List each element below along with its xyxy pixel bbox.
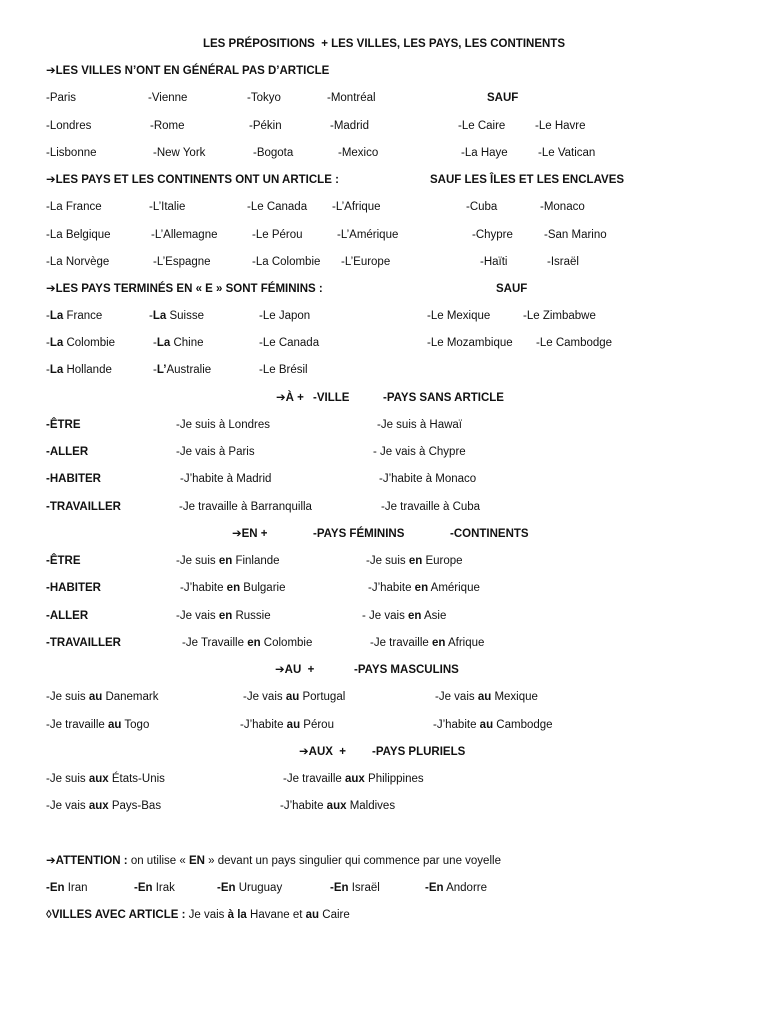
arrow-icon: ➔ — [276, 392, 286, 404]
example-sentence: - Je vais en Asie — [362, 610, 447, 622]
example-sentence: -Je vais aux Pays-Bas — [46, 800, 162, 812]
list-item: -La Norvège — [46, 256, 110, 268]
verb-label: -ÊTRE — [46, 555, 81, 567]
list-item: -La France — [46, 310, 103, 322]
heading-continents: -CONTINENTS — [450, 528, 529, 540]
heading-pays-feminins: -PAYS FÉMININS — [313, 528, 405, 540]
example-sentence: -Je travaille au Togo — [46, 719, 150, 731]
arrow-icon: ➔ — [232, 528, 242, 540]
example-sentence: -Je travaille à Barranquilla — [179, 501, 312, 513]
list-item: -Madrid — [330, 120, 369, 132]
exception-item: -Cuba — [466, 201, 498, 213]
arrow-icon: ➔ — [46, 283, 56, 295]
heading-pays-sans-article: -PAYS SANS ARTICLE — [383, 392, 504, 404]
exception-item: -Le Vatican — [538, 147, 596, 159]
example-sentence: -Je suis en Finlande — [176, 555, 280, 567]
example-sentence: -J’habite à Monaco — [379, 473, 477, 485]
example-sentence: -Je travaille à Cuba — [381, 501, 481, 513]
list-item: -La Hollande — [46, 364, 112, 376]
example-sentence: -Je suis en Europe — [366, 555, 463, 567]
heading-pays-pluriels: -PAYS PLURIELS — [372, 746, 466, 758]
verb-label: -HABITER — [46, 473, 101, 485]
section-heading-en: ➔EN + — [232, 528, 268, 540]
list-item: -La Chine — [153, 337, 204, 349]
example-sentence: -J’habite en Amérique — [368, 582, 480, 594]
example-sentence: -Je vais à Paris — [176, 446, 255, 458]
example-sentence: -Je travaille en Afrique — [370, 637, 485, 649]
list-item: -Paris — [46, 92, 77, 104]
example-sentence: -Je suis au Danemark — [46, 691, 159, 703]
exception-item: -Le Mexique — [427, 310, 491, 322]
example-sentence: -J’habite à Madrid — [180, 473, 272, 485]
heading-pays-masculins: -PAYS MASCULINS — [354, 664, 459, 676]
list-item: -Londres — [46, 120, 92, 132]
attention-note: ➔ATTENTION : on utilise « EN » devant un pays singulier qui commence par une voyelle — [46, 855, 501, 867]
list-item: -L’Australie — [153, 364, 212, 376]
list-item: -En Iran — [46, 882, 88, 894]
list-item: -Bogota — [253, 147, 294, 159]
diamond-icon: ◊ — [46, 909, 52, 921]
example-sentence: -Je suis à Hawaï — [377, 419, 463, 431]
section-heading-feminins: ➔LES PAYS TERMINÉS EN « E » SONT FÉMININS : — [46, 283, 323, 295]
list-item: -L’Allemagne — [151, 229, 218, 241]
verb-label: -ÊTRE — [46, 419, 81, 431]
verb-label: -HABITER — [46, 582, 101, 594]
list-item: -En Irak — [134, 882, 175, 894]
list-item: -Lisbonne — [46, 147, 97, 159]
verb-label: -TRAVAILLER — [46, 637, 121, 649]
heading-ville: -VILLE — [313, 392, 350, 404]
example-sentence: -Je vais au Mexique — [435, 691, 538, 703]
exception-item: -Le Havre — [535, 120, 586, 132]
list-item: -Vienne — [148, 92, 188, 104]
exception-item: -Le Cambodge — [536, 337, 613, 349]
example-sentence: -Je vais au Portugal — [243, 691, 346, 703]
exception-item: -Chypre — [472, 229, 513, 241]
arrow-icon: ➔ — [275, 664, 285, 676]
list-item: -Pékin — [249, 120, 282, 132]
exception-item: -Israël — [547, 256, 579, 268]
list-item: -L’Amérique — [337, 229, 399, 241]
list-item: -En Uruguay — [217, 882, 283, 894]
sauf-label: SAUF — [496, 283, 528, 295]
list-item: -L’Europe — [341, 256, 391, 268]
sauf-label: SAUF LES ÎLES ET LES ENCLAVES — [430, 174, 625, 186]
example-sentence: -Je travaille aux Philippines — [283, 773, 424, 785]
exception-item: -Le Zimbabwe — [523, 310, 596, 322]
section-heading-pays: ➔LES PAYS ET LES CONTINENTS ONT UN ARTICLE : — [46, 174, 339, 186]
exception-item: -Le Japon — [259, 310, 311, 322]
example-sentence: - Je vais à Chypre — [373, 446, 466, 458]
list-item: -La Colombie — [46, 337, 116, 349]
section-heading-a: ➔À + — [276, 392, 304, 404]
example-sentence: -Je suis à Londres — [176, 419, 270, 431]
verb-label: -TRAVAILLER — [46, 501, 121, 513]
list-item: -La Suisse — [149, 310, 204, 322]
list-item: -En Andorre — [425, 882, 488, 894]
exception-item: -Le Brésil — [259, 364, 308, 376]
example-sentence: -Je suis aux États-Unis — [46, 773, 165, 785]
exception-item: -Le Caire — [458, 120, 506, 132]
arrow-icon: ➔ — [46, 65, 56, 77]
example-sentence: -J’habite au Cambodge — [433, 719, 553, 731]
verb-label: -ALLER — [46, 610, 89, 622]
exception-item: -Haïti — [480, 256, 508, 268]
list-item: -Le Canada — [247, 201, 308, 213]
exception-item: -Monaco — [540, 201, 585, 213]
list-item: -En Israël — [330, 882, 380, 894]
exception-item: -La Haye — [461, 147, 508, 159]
arrow-icon: ➔ — [299, 746, 309, 758]
list-item: -La France — [46, 201, 102, 213]
sauf-label: SAUF — [487, 92, 519, 104]
exception-item: -Le Canada — [259, 337, 320, 349]
list-item: -New York — [153, 147, 206, 159]
list-item: -La Colombie — [252, 256, 321, 268]
list-item: -L’Espagne — [153, 256, 211, 268]
list-item: -Le Pérou — [252, 229, 303, 241]
list-item: -L’Italie — [149, 201, 186, 213]
example-sentence: -Je vais en Russie — [176, 610, 271, 622]
section-heading-villes: ➔LES VILLES N’ONT EN GÉNÉRAL PAS D’ARTICLE — [46, 65, 330, 77]
example-sentence: -J’habite aux Maldives — [280, 800, 396, 812]
example-sentence: -Je Travaille en Colombie — [182, 637, 313, 649]
verb-label: -ALLER — [46, 446, 89, 458]
section-heading-aux: ➔AUX + — [299, 746, 347, 758]
exception-item: -San Marino — [544, 229, 607, 241]
example-sentence: -J’habite en Bulgarie — [180, 582, 286, 594]
list-item: -Rome — [150, 120, 185, 132]
list-item: -La Belgique — [46, 229, 111, 241]
exception-item: -Le Mozambique — [427, 337, 513, 349]
list-item: -Mexico — [338, 147, 379, 159]
list-item: -L’Afrique — [332, 201, 381, 213]
section-heading-au: ➔AU + — [275, 664, 315, 676]
example-sentence: -J’habite au Pérou — [240, 719, 334, 731]
page-title: LES PRÉPOSITIONS + LES VILLES, LES PAYS, LES CONTINENTS — [202, 38, 565, 50]
list-item: -Montréal — [327, 92, 376, 104]
villes-avec-article-note: ◊VILLES AVEC ARTICLE : Je vais à la Havane et au Caire — [46, 909, 350, 921]
list-item: -Tokyo — [247, 92, 281, 104]
arrow-icon: ➔ — [46, 855, 56, 867]
arrow-icon: ➔ — [46, 174, 56, 186]
